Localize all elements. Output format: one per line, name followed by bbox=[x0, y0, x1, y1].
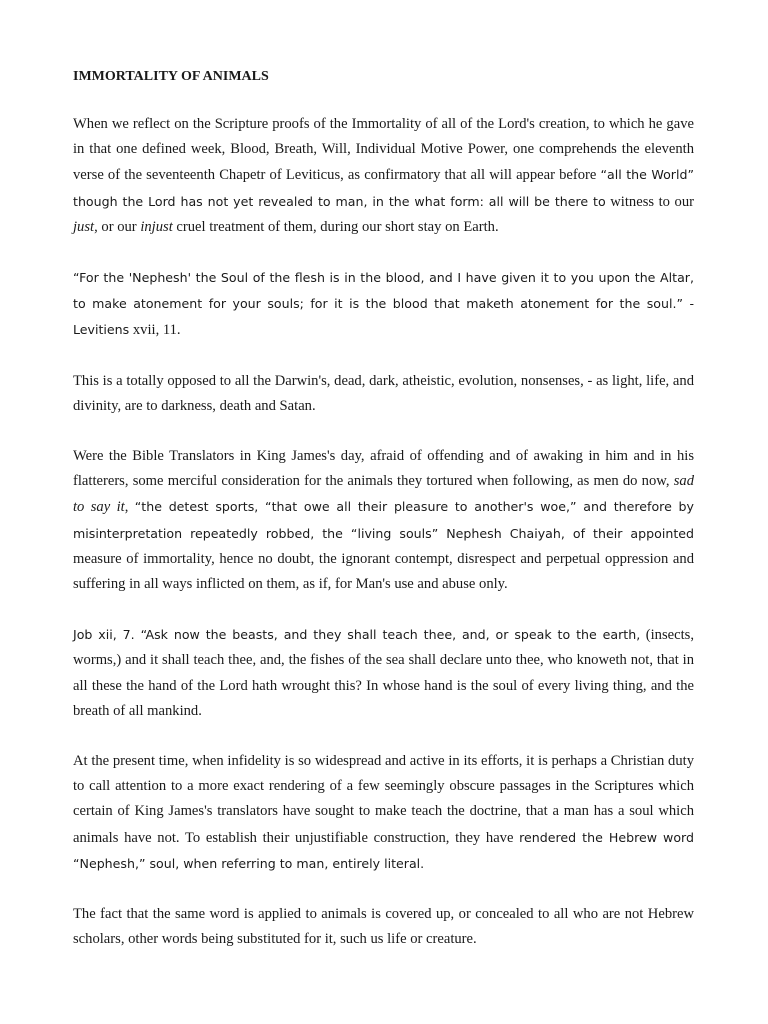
paragraph-2 bbox=[73, 265, 694, 344]
paragraph-1-text-e: , or our bbox=[94, 218, 141, 235]
paragraph-4-text-a: Were the Bible Translators in King James's day, afraid of offending and of awaking in him and in his flatterers, some merciful consideration for the animals they tortured when following, as men do now, bbox=[73, 448, 694, 490]
paragraph-1-text-g: cruel treatment of them, during our short stay on Earth. bbox=[172, 218, 499, 235]
paragraph-5 bbox=[73, 622, 694, 724]
paragraph-1-emphasis-injust: injust bbox=[140, 218, 173, 235]
paragraph-4-text-d: “the detest sports, “that owe all their pleasure to another's woe,” and therefore by misinterpretation repeatedly robbed, the “living souls” Nephesh Chaiyah, of their appointed bbox=[73, 499, 695, 541]
document-page bbox=[73, 64, 694, 952]
paragraph-2-text-a: “For the 'Nephesh' the Soul of the flesh is in the blood, and I have given it to you upon the Altar, to make atonement for your souls; for it is the blood that maketh atonement for the soul.” - Levitiens bbox=[73, 270, 694, 338]
paragraph-5-text-a: Job xii, 7. “Ask now the beasts, and they shall teach thee, and, or speak to the earth, bbox=[73, 627, 641, 643]
paragraph-6-text-a: At the present time, when infidelity is so widespread and active in its efforts, it is perhaps a Christian duty to call attention to a more exact rendering of a few seemingly obscure passages in the Scriptures which certain of King James's translators have sought to make teach the doctrine, that a man has a soul which animals have not. To establish their unjustifiable construction, they have bbox=[73, 753, 694, 846]
paragraph-1-text-b: “all the World” though the Lord has not yet revealed to man, in the what form: all will be there to bbox=[73, 167, 694, 209]
paragraph-4-text-c: , bbox=[124, 499, 135, 516]
paragraph-1 bbox=[73, 112, 694, 240]
paragraph-5-text-b: (insects, worms,) and it shall teach thee, and, the fishes of the sea shall declare unto thee, who knoweth not, that in all these the hand of the Lord hath wrought this? In whose hand is the soul of every living thing, and the breath of all mankind. bbox=[73, 627, 694, 719]
paragraph-6 bbox=[73, 749, 694, 877]
document-title: IMMORTALITY OF ANIMALS bbox=[73, 69, 269, 84]
paragraph-1-text-a: When we reflect on the Scripture proofs of the Immortality of all of the Lord's creation, to which he gave in that one defined week, Blood, Breath, Will, Individual Motive Power, one comprehends the eleventh verse of the seventeenth Chapetr of Leviticus, as confirmatory that all will appear before bbox=[73, 116, 694, 184]
paragraph-4-emphasis: sad to say it bbox=[73, 473, 694, 516]
paragraph-4 bbox=[73, 444, 694, 597]
paragraph-7: The fact that the same word is applied to animals is covered up, or concealed to all who are not Hebrew scholars, other words being substituted for it, such us life or creature. bbox=[73, 906, 694, 948]
paragraph-3: This is a totally opposed to all the Darwin's, dead, dark, atheistic, evolution, nonsenses, - as light, life, and divinity, are to darkness, death and Satan. bbox=[73, 372, 694, 414]
paragraph-4-text-e: measure of immortality, hence no doubt, the ignorant contempt, disrespect and perpetual oppression and suffering in all ways inflicted on them, as if, for Man's use and abuse only. bbox=[73, 550, 694, 593]
paragraph-1-emphasis-just: just bbox=[73, 218, 95, 235]
paragraph-2-text-b: xvii, 11. bbox=[129, 322, 181, 339]
paragraph-6-text-b: rendered the Hebrew word “Nephesh,” soul, when referring to man, entirely literal. bbox=[73, 829, 695, 871]
paragraph-1-text-c: witness to our bbox=[605, 193, 694, 210]
